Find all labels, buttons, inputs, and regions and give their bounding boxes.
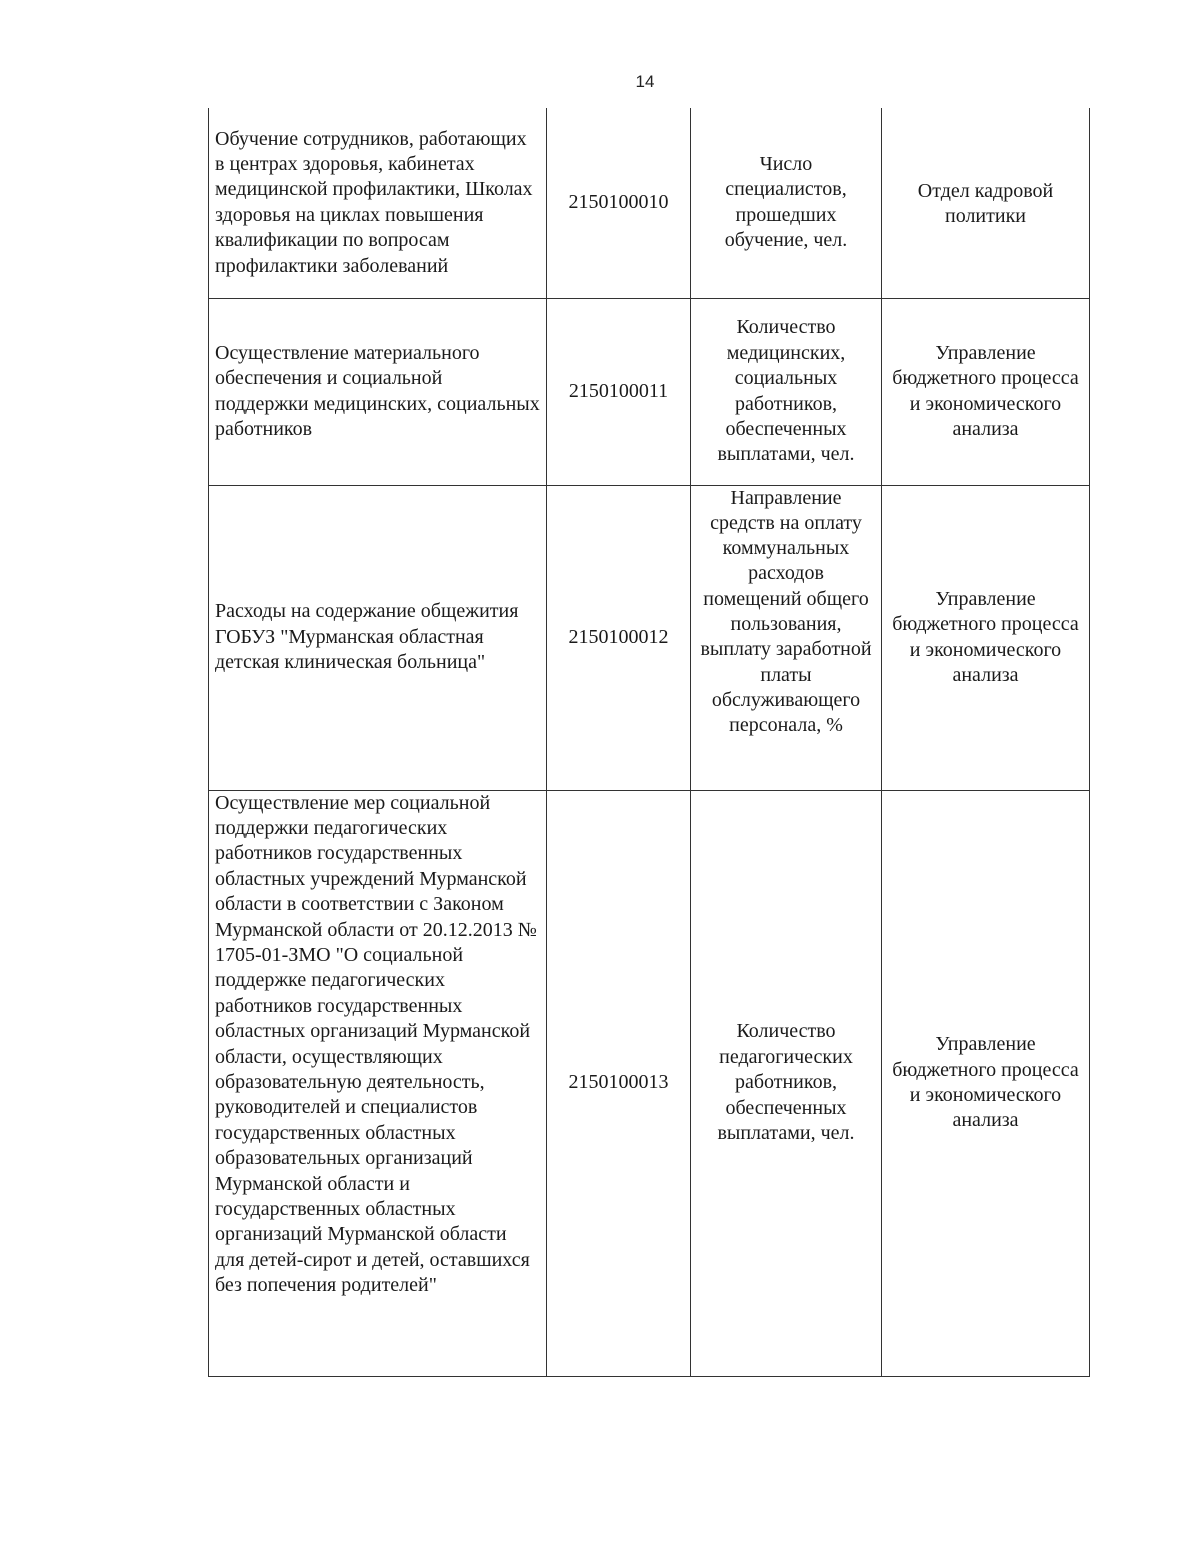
measure-code: 2150100010 xyxy=(568,191,669,214)
measure-name-cell xyxy=(209,485,547,790)
indicator-cell xyxy=(691,790,882,1376)
measure-responsible: Отдел кадровой политики xyxy=(917,180,1054,228)
measures-table xyxy=(208,108,1090,1377)
measure-indicator: Количество педагогических работников, обеспеченных выплатами, чел. xyxy=(717,1020,855,1145)
measure-indicator: Число специалистов, прошедших обучение, чел. xyxy=(724,153,848,252)
code-cell xyxy=(547,298,691,485)
measure-indicator: Направление средств на оплату коммунальных расходов помещений общего пользования, выплату заработной платы обслуживающего персонала, % xyxy=(700,486,872,737)
indicator-cell xyxy=(691,298,882,485)
measure-code: 2150100013 xyxy=(568,1071,669,1094)
measure-code: 2150100012 xyxy=(568,625,669,648)
measure-responsible: Управление бюджетного процесса и экономического анализа xyxy=(892,587,1079,686)
measure-name-cell xyxy=(209,298,547,485)
responsible-cell xyxy=(882,485,1090,790)
measure-name: Обучение сотрудников, работающих в центрах здоровья, кабинетах медицинской профилактики, Школах здоровья на циклах повышения квалификации по вопросам профилактики заболеваний xyxy=(215,127,533,277)
code-cell xyxy=(547,108,691,298)
measure-name: Расходы на содержание общежития ГОБУЗ "Мурманская областная детская клиническая больница" xyxy=(215,600,519,674)
table-row xyxy=(209,108,1090,298)
measure-code: 2150100011 xyxy=(568,379,669,402)
page-number: 14 xyxy=(635,72,655,91)
code-cell xyxy=(547,790,691,1376)
responsible-cell xyxy=(882,790,1090,1376)
indicator-cell xyxy=(691,108,882,298)
measure-name: Осуществление материального обеспечения и социальной поддержки медицинских, социальных работников xyxy=(215,341,540,440)
measure-name-cell xyxy=(209,790,547,1376)
code-cell xyxy=(547,485,691,790)
measure-responsible: Управление бюджетного процесса и экономического анализа xyxy=(892,1033,1079,1132)
measure-name: Осуществление мер социальной поддержки педагогических работников государственных областных учреждений Мурманской области в соответствии с Законом Мурманской области от 20.12.2013 № 1705-01-ЗМО "О социальной поддержке педагогических работников государственных областных организаций Мурманской области, осуществляющих образовательную деятельность, руководителей и специалистов государственных областных образовательных организаций Мурманской области и государственных областных организаций Мурманской области для детей-сирот и детей, оставшихся без попечения родителей" xyxy=(215,791,537,1297)
table-row xyxy=(209,485,1090,790)
table-row xyxy=(209,790,1090,1376)
measure-responsible: Управление бюджетного процесса и экономического анализа xyxy=(892,341,1079,440)
measure-indicator: Количество медицинских, социальных работников, обеспеченных выплатами, чел. xyxy=(717,316,855,466)
table-row xyxy=(209,298,1090,485)
measure-name-cell xyxy=(209,108,547,298)
responsible-cell xyxy=(882,298,1090,485)
indicator-cell xyxy=(691,485,882,790)
responsible-cell xyxy=(882,108,1090,298)
